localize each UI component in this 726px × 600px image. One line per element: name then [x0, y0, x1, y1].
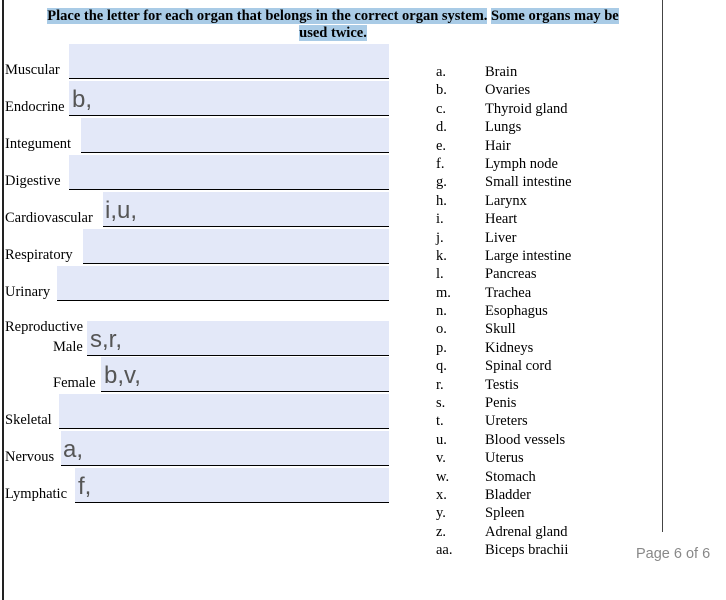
system-label-female: Female	[53, 375, 96, 391]
organ-letter: r.	[436, 376, 444, 393]
system-row-cardiovascular	[5, 191, 395, 227]
system-row-respiratory	[5, 228, 395, 264]
organ-name: Brain	[485, 64, 518, 80]
system-field-urinary[interactable]	[57, 266, 389, 301]
organ-letter: z.	[436, 523, 447, 540]
system-field-muscular[interactable]	[69, 44, 389, 79]
organ-letter: s.	[436, 395, 446, 412]
system-field-nervous[interactable]	[61, 431, 389, 466]
organ-letter: d.	[436, 119, 447, 136]
organ-name: Liver	[485, 229, 517, 246]
organ-name: Ureters	[485, 413, 528, 430]
organ-letter: m.	[436, 284, 451, 301]
organ-letter: j.	[436, 229, 444, 246]
instructions-part1: Place the letter for each organ that belongs in the correct organ system.	[47, 8, 488, 24]
organ-name: Ovaries	[485, 82, 531, 99]
organ-name: Biceps brachii	[485, 542, 569, 559]
system-answer-cardiovascular: i,u,	[105, 197, 138, 224]
system-field-skeletal[interactable]	[59, 394, 389, 429]
organ-letter: aa.	[436, 542, 453, 559]
system-row-urinary	[5, 265, 395, 301]
system-field-lymphatic[interactable]	[75, 468, 389, 503]
organ-letter: c.	[436, 100, 447, 117]
system-label-urinary: Urinary	[5, 284, 51, 300]
system-row-skeletal	[5, 393, 395, 429]
system-label-muscular: Muscular	[5, 62, 60, 78]
organ-letter: e.	[436, 137, 447, 154]
system-answer-endocrine: b,	[72, 86, 93, 113]
organ-letter: p.	[436, 339, 447, 356]
organ-name: Lungs	[485, 119, 522, 136]
system-field-respiratory[interactable]	[83, 229, 389, 264]
organ-systems-form	[5, 0, 395, 520]
page-indicator: Page 6 of 6	[636, 546, 711, 562]
system-field-female[interactable]	[101, 357, 389, 392]
organ-letter: g.	[436, 174, 447, 191]
system-row-female	[5, 356, 395, 392]
organ-name: Large intestine	[485, 247, 572, 264]
organ-letter: f.	[436, 155, 445, 172]
system-label-reproductive: Reproductive	[5, 319, 84, 335]
organ-letter: a.	[436, 64, 447, 80]
system-label-respiratory: Respiratory	[5, 247, 73, 263]
instructions-part2: Some organs may be	[491, 8, 619, 24]
organ-name: Trachea	[485, 284, 532, 301]
system-answer-male: s,r,	[90, 326, 123, 353]
system-row-endocrine	[5, 80, 395, 116]
system-row-nervous	[5, 430, 395, 466]
organ-letter: w.	[436, 468, 450, 485]
system-row-muscular	[5, 43, 395, 79]
organ-letter: q.	[436, 358, 447, 375]
system-field-integument[interactable]	[81, 118, 389, 153]
organ-name: Thyroid gland	[485, 100, 568, 117]
organ-name: Heart	[485, 211, 518, 228]
organ-letter: t.	[436, 413, 444, 430]
organ-name: Spinal cord	[485, 358, 552, 375]
organ-name: Lymph node	[485, 155, 558, 172]
organ-name: Pancreas	[485, 266, 537, 283]
system-label-digestive: Digestive	[5, 173, 61, 189]
organ-name: Larynx	[485, 192, 527, 209]
organ-name: Adrenal gland	[485, 523, 568, 540]
page-right-border	[662, 0, 663, 532]
organ-name: Bladder	[485, 486, 531, 503]
organ-letter: x.	[436, 486, 447, 503]
organ-name: Small intestine	[485, 174, 572, 191]
organ-name: Uterus	[485, 450, 524, 467]
system-answer-nervous: a,	[63, 436, 84, 463]
system-row-lymphatic	[5, 467, 395, 503]
organ-letter: y.	[436, 505, 446, 522]
system-label-male: Male	[53, 339, 83, 355]
organ-letter: n.	[436, 303, 447, 320]
system-field-cardiovascular[interactable]	[103, 192, 389, 227]
system-label-skeletal: Skeletal	[5, 412, 52, 428]
system-row-digestive	[5, 154, 395, 190]
system-label-integument: Integument	[5, 136, 72, 152]
system-row-male	[5, 320, 395, 356]
system-answer-female: b,v,	[104, 362, 141, 389]
organ-letter: v.	[436, 450, 446, 467]
system-field-endocrine[interactable]	[69, 81, 389, 116]
organ-name: Hair	[485, 137, 511, 154]
instructions-part3: used twice.	[299, 25, 367, 41]
organ-name: Spleen	[485, 505, 525, 522]
organ-name: Testis	[485, 376, 519, 393]
organ-name: Stomach	[485, 468, 536, 485]
organ-letter: i.	[436, 211, 444, 228]
page-left-border	[2, 0, 4, 600]
system-field-digestive[interactable]	[69, 155, 389, 190]
system-label-endocrine: Endocrine	[5, 99, 65, 115]
system-label-cardiovascular: Cardiovascular	[5, 210, 93, 226]
system-label-nervous: Nervous	[5, 449, 55, 465]
organ-letter: k.	[436, 247, 447, 264]
organ-letter: l.	[436, 266, 444, 283]
organ-name: Penis	[485, 395, 517, 412]
organ-name: Kidneys	[485, 339, 534, 356]
system-row-integument	[5, 117, 395, 153]
system-answer-lymphatic: f,	[78, 473, 92, 500]
organ-letter: b.	[436, 82, 447, 99]
organ-letter: o.	[436, 321, 447, 338]
organ-name: Esophagus	[485, 303, 548, 320]
organ-name: Skull	[485, 321, 516, 338]
system-field-male[interactable]	[87, 321, 389, 356]
system-label-lymphatic: Lymphatic	[5, 486, 68, 502]
organ-letter: u.	[436, 431, 447, 448]
organ-letter: h.	[436, 192, 447, 209]
organ-name: Blood vessels	[485, 431, 566, 448]
